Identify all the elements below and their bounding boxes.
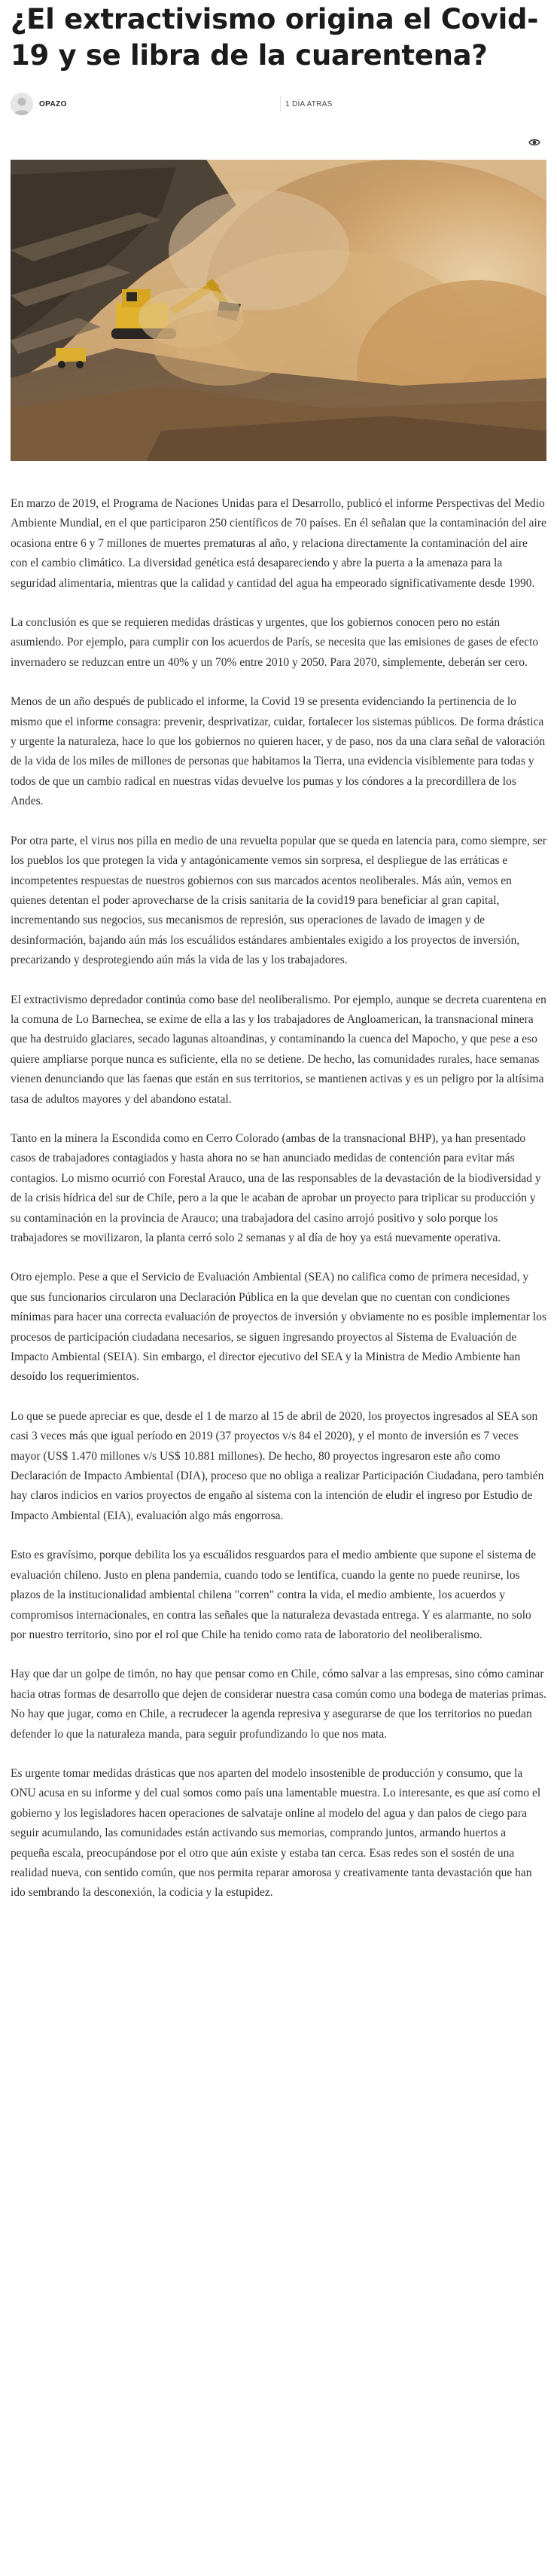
views-row [11,134,546,151]
author-name[interactable]: OPAZO [39,99,67,108]
article-paragraph: Lo que se puede apreciar es que, desde el 1 de marzo al 15 de abril de 2020, los proyectos ingresados al SEA son casi 3 veces más que igual período en 2019 (37 proyectos v/s 84 el 2020), y el monto de inversión es 7 veces mayor (US$ 1.470 millones v/s US$ 10.881 millones). De hecho, 80 proyectos ingresaron este año como Declaración de Impacto Ambiental (DIA), proceso que no obliga a realizar Participación Ciudadana, pero también hay claros indicios en varios proyectos de engaño al sistema con la intención de eludir el ingreso por Estudio de Impacto Ambiental (EIA), evaluación algo más engorrosa. [11,1409,544,1522]
article-body [11,494,546,1903]
article-paragraph: Es urgente tomar medidas drásticas que nos aparten del modelo insostenible de producción y consumo, que la ONU acusa en su informe y del cual somos como país una lamentable muestra. Lo interesante, es que así como el gobierno y los legisladores hacen operaciones de salvataje online al modelo del agua y dan palos de ciego para seguir acumulando, las comunidades están activando sus memorias, comprando juntos, armando huertos a pequeña escala, preocupándose por el otro que aún existe y estaba tan cerca. Esas redes son el sostén de una realidad nueva, con sentido común, que nos permita reparar amorosa y creativamente tanta devastación que han ido sembrando la desconexión, la codicia y la estupidez. [11,1766,541,1900]
publish-date: 1 DÍA ATRAS [285,99,333,108]
article-paragraph: Hay que dar un golpe de timón, no hay que pensar como en Chile, cómo salvar a las empresas, sino cómo caminar hacia otras formas de desarrollo que dejen de considerar nuestra casa común como una bodega de materias primas. No hay que jugar, como en Chile, a recrudecer la agenda represiva y asegurarse de que los territorios no puedan defender lo que la naturaleza manda, para seguir profundizando lo que nos mata. [11,1668,546,1741]
author-block[interactable] [11,96,281,112]
article-paragraph: El extractivismo depredador continúa como base del neoliberalismo. Por ejemplo, aunque se decreta cuarentena en la comuna de Lo Barnechea, se exime de ella a las y los trabajadores de Angloamerican, la transnacional minera que ha destruido glaciares, secado lagunas altoandinas, y contaminando la cuenca del Mapocho, y que pese a eso quiere ampliarse porque nunca es suficiente, ella no se detiene. De hecho, las comunidades rurales, hace semanas vienen denunciando que las faenas que están en sus territorios, se mantienen activas y es un peligro por la altísima tasa de adultos mayores y del abandono estatal. [11,993,546,1106]
article-title: ¿El extractivismo origina el Covid-19 y se libra de la cuarentena? [11,3,539,72]
avatar[interactable] [11,93,33,115]
article-paragraph: Menos de un año después de publicado el informe, la Covid 19 se presenta evidenciando la pertinencia de lo mismo que el informe consagra: prevenir, desprivatizar, cuidar, fortalecer los sistemas públicos. De forma drástica y urgente la naturaleza, hace lo que los gobiernos no quieren hacer, y de paso, nos da una clara señal de valoración de la vida de los miles de millones de personas que habitamos la Tierra, una evidencia visiblemente para todas y todos de que un cambio radical en nuestras vidas devuelve los pumas y los cóndores a la precordillera de los Andes. [11,695,546,808]
user-icon [11,93,33,115]
mining-dust-photo-icon [11,160,546,461]
article-paragraph: La conclusión es que se requieren medidas drásticas y urgentes, que los gobiernos conocen pero no están asumiendo. Por ejemplo, para cumplir con los acuerdos de París, se necesita que las emisiones de gases de efecto invernadero se reduzcan entre un 40% y un 70% entre 2010 y 2050. Para 2070, simplemente, deberán ser cero. [11,616,539,669]
hero-image [11,160,546,461]
article-meta [11,89,546,119]
article-paragraph: Esto es gravísimo, porque debilita los ya escuálidos resguardos para el medio ambiente que supone el sistema de evaluación chileno. Justo en plena pandemia, cuando todo se lentifica, cuando la gente no puede reunirse, los plazos de la institucionalidad ambiental chilena "corren" contra la vida, el medio ambiente, los acuerdos y compromisos internacionales, en contra las señales que la naturaleza devastada entrega. Y es alarmante, no solo por nuestro territorio, sino por el rol que Chile ha tenido como rata de laboratorio del neoliberalismo. [11,1549,537,1641]
eye-icon [528,138,540,147]
article-paragraph: Tanto en la minera la Escondida como en Cerro Colorado (ambas de la transnacional BHP), ya han presentado casos de trabajadores contagiados y hasta ahora no se han anunciado medidas de contención para evitar más contagios. Lo mismo ocurrió con Forestal Arauco, una de las responsables de la devastación de la biodiversidad y de la crisis hídrica del sur de Chile, pero a la que le acaban de aprobar un proyecto para triplicar su producción y su contaminación en la provincia de Arauco; una trabajadora del casino arrojó positivo y solo porque los trabajadores se movilizaron, la planta cerró solo 2 semanas y al día de hoy ya está nuevamente operativa. [11,1131,541,1244]
article-paragraph: Por otra parte, el virus nos pilla en medio de una revuelta popular que se queda en latencia para, como siempre, ser los pueblos los que protegen la vida y antagónicamente vemos sin sorpresa, el despliegue de las erráticas e incompetentes respuestas de nuestros gobiernos con sus marcados acentos neoliberales. Más aún, vemos en quienes detentan el poder aprovecharse de la crisis sanitaria de la covid19 para beneficiar al gran capital, incrementando sus negocios, sus mecanismos de represión, sus operaciones de lavado de imagen y de desinformación, bajando aún más los escuálidos estándares ambientales exigido a los proyectos de inversión, precarizando y desprotegiendo aún más la vida de las y los trabajadores. [11,834,546,967]
article-paragraph: En marzo de 2019, el Programa de Naciones Unidas para el Desarrollo, publicó el informe Perspectivas del Medio Ambiente Mundial, en el que participaron 250 científicos de 70 países. En él señalan que la contaminación del aire ocasiona entre 6 y 7 millones de muertes prematuras al año, y relaciona directamente la contaminación del aire con el cambio climático. La diversidad genética está desapareciendo y abre la puerta a la amenaza para la seguridad alimentaria, mientras que la calidad y cantidad del agua ha empeorado significativamente desde 1990. [11,497,546,590]
article-paragraph: Otro ejemplo. Pese a que el Servicio de Evaluación Ambiental (SEA) no califica como de primera necesidad, y que sus funcionarios circularon una Declaración Pública en la que develan que no cuentan con condiciones mínimas para hacer una correcta evaluación de proyectos de inversión y obviamente no es posible implementar los procesos de participación ciudadana necesarios, se siguen ingresando proyectos al Sistema de Evaluación de Impacto Ambiental (SEIA). Sin embargo, el director ejecutivo del SEA y la Ministra de Medio Ambiente han desoído los requerimientos. [11,1271,546,1384]
